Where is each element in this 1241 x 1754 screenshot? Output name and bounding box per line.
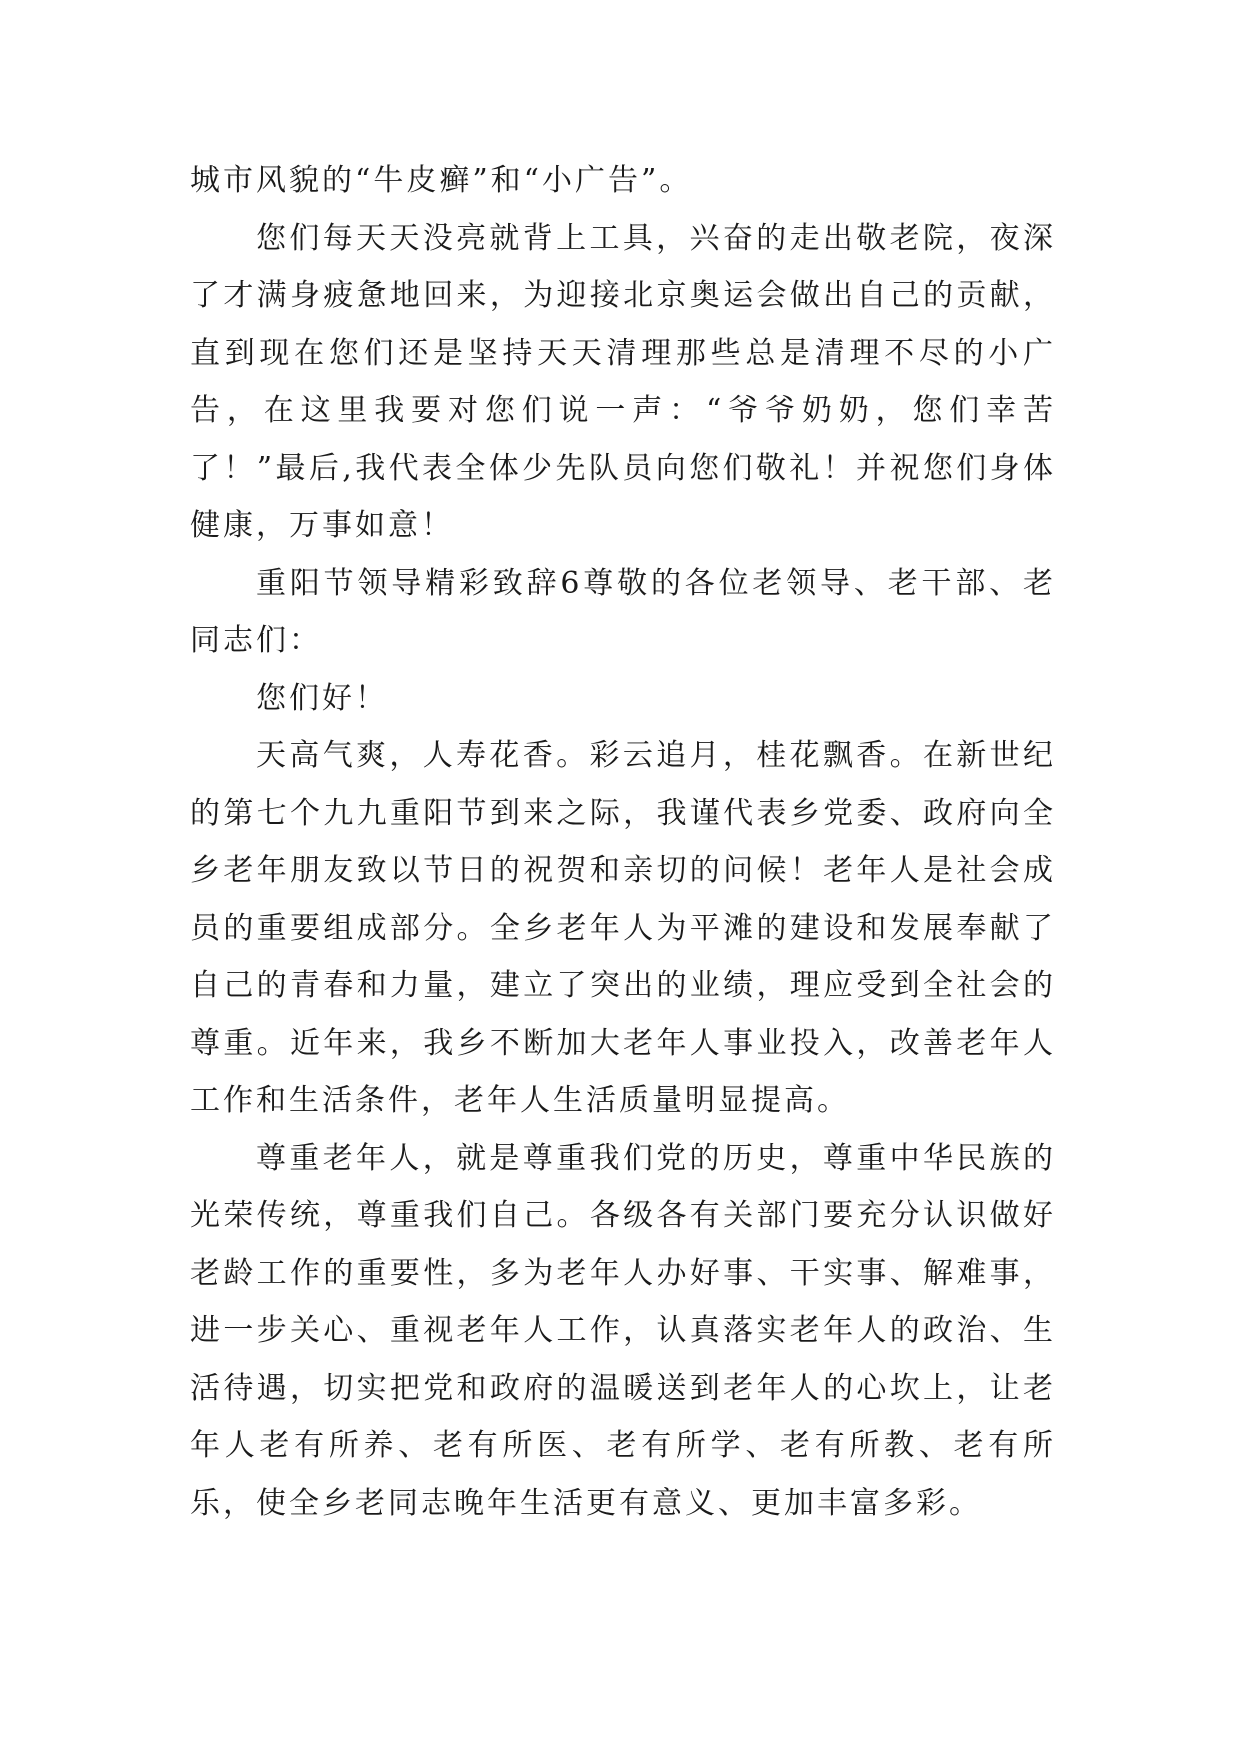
paragraph-continuation: 城市风貌的“牛皮癣”和“小广告”。 (190, 163, 693, 198)
document-body (190, 152, 1056, 1532)
paragraph-respect-elders: 尊重老年人，就是尊重我们党的历史，尊重中华民族的光荣传统，尊重我们自己。各级各有关部门要充分认识做好老龄工作的重要性，多为老年人办好事、干实事、解难事，进一步关心、重视老年人工作，认真落实老年人的政治、生活待遇，切实把党和政府的温暖送到老年人的心坎上，让老年人老有所养、老有所医、老有所学、老有所教、老有所乐，使全乡老同志晚年生活更有意义、更加丰富多彩。 (190, 1140, 1056, 1521)
paragraph-greeting: 您们好！ (256, 680, 388, 716)
paragraph-salutation: 重阳节领导精彩致辞6尊敬的各位老领导、老干部、老同志们： (190, 565, 1056, 658)
paragraph-festival-wishes: 天高气爽，人寿花香。彩云追月，桂花飘香。在新世纪的第七个九九重阳节到来之际，我谨代表乡党委、政府向全乡老年朋友致以节日的祝贺和亲切的问候！老年人是社会成员的重要组成部分。全乡老年人为平滩的建设和发展奉献了自己的青春和力量，建立了突出的业绩，理应受到全社会的尊重。近年来，我乡不断加大老年人事业投入，改善老年人工作和生活条件，老年人生活质量明显提高。 (190, 738, 1056, 1118)
paragraph-thanks: 您们每天天没亮就背上工具，兴奋的走出敬老院，夜深了才满身疲惫地回来，为迎接北京奥运会做出自己的贡献，直到现在您们还是坚持天天清理那些总是清理不尽的小广告，在这里我要对您们说一声：“爷爷奶奶，您们幸苦了！”最后,我代表全体少先队员向您们敬礼！并祝您们身体健康，万事如意！ (190, 220, 1056, 543)
